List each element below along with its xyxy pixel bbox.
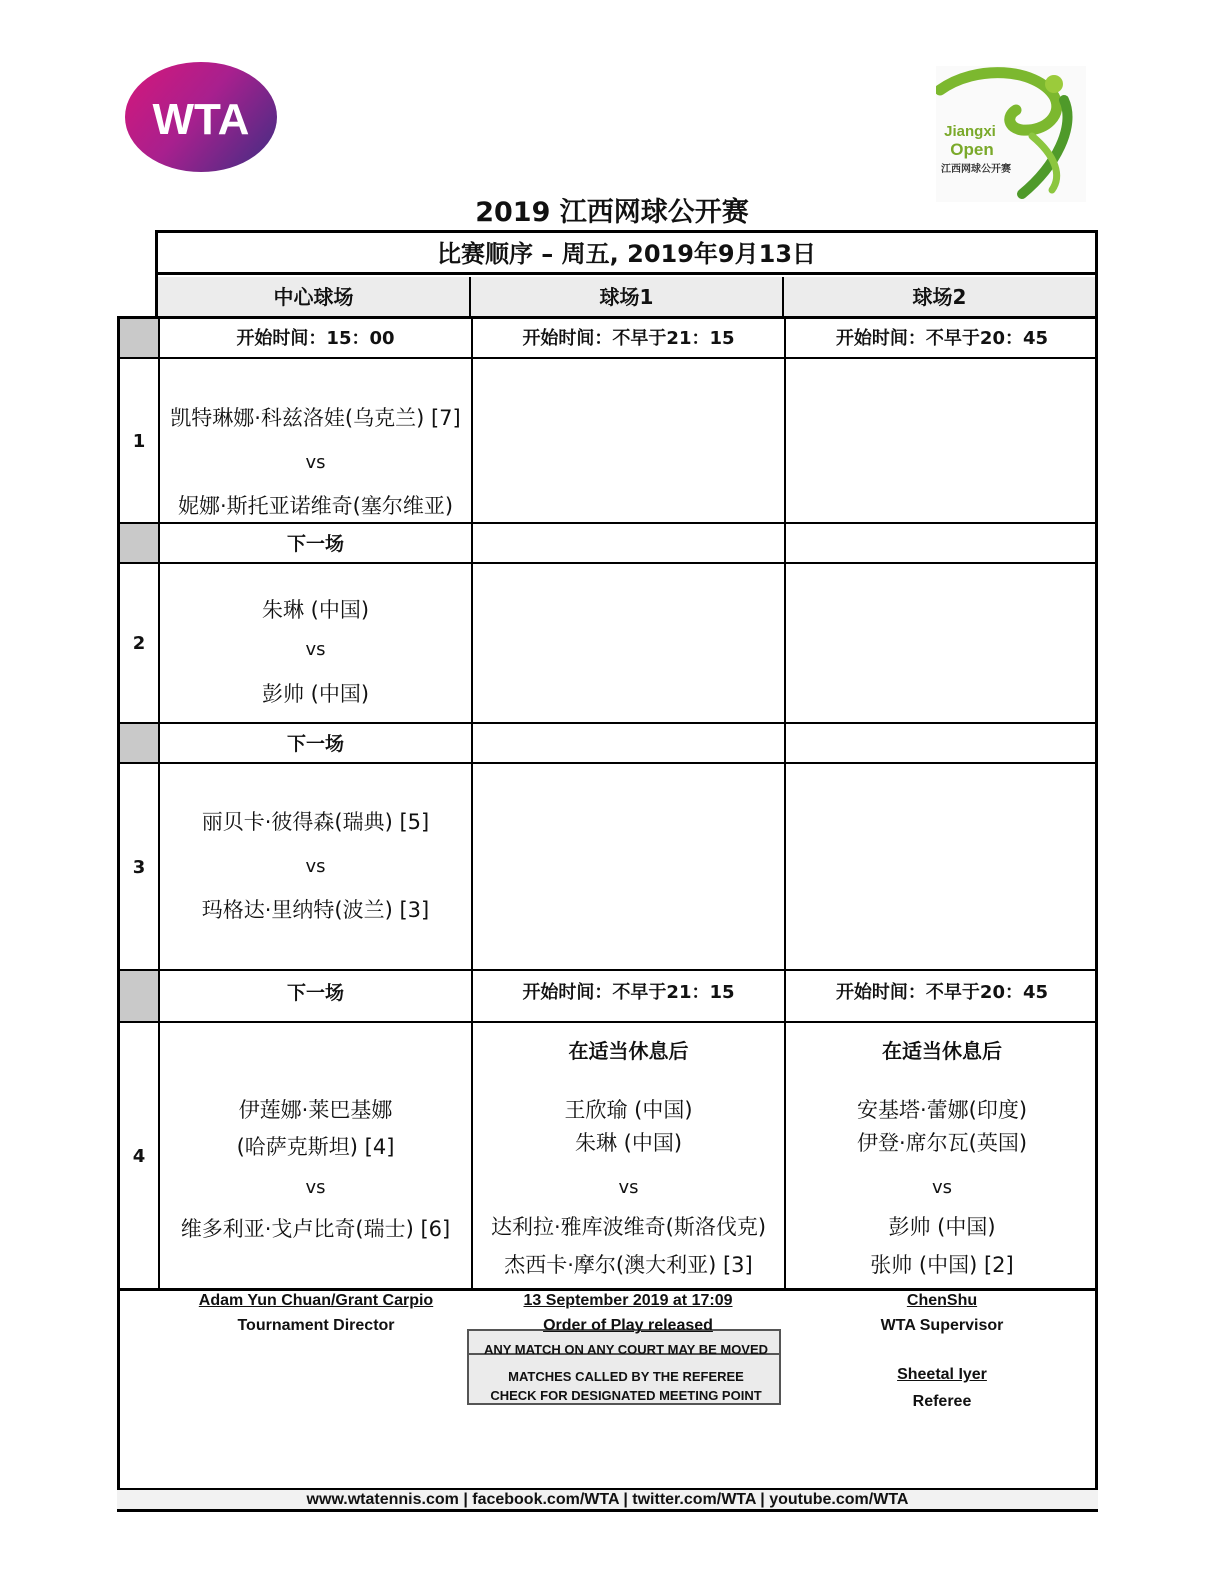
match-3-player2: 玛格达·里纳特(波兰) [3] [201,898,430,922]
svg-text:江西网球公开赛: 江西网球公开赛 [941,164,1011,175]
tournament-director-name: Adam Yun Chuan/Grant Carpio [198,1292,434,1309]
row-number: 1 [120,359,160,524]
next-match-label: 下一场 [160,524,473,564]
match-2-player2: 彭帅 (中国) [261,682,370,706]
match-4-center-player1-country: (哈萨克斯坦) [4] [236,1135,395,1159]
websites-bar: www.wtatennis.com | facebook.com/WTA | twitter.com/WTA | youtube.com/WTA [117,1488,1098,1512]
order-of-play-title: 比赛顺序 – 周五, 2019年9月13日 [158,233,1095,275]
match-4-court2-team2-player-b: 张帅 (中国) [2] [870,1253,1014,1277]
court-header-center: 中心球场 [158,277,471,317]
match-4-court2-team1-player-b: 伊登·席尔瓦(英国) [856,1131,1028,1155]
empty-cell [473,764,786,971]
match-1-cell [160,359,473,524]
row-marker [120,524,160,564]
match-1-player1: 凯特琳娜·科兹洛娃(乌克兰) [7] [170,406,461,430]
empty-cell [786,564,1098,724]
row-number: 4 [120,1023,160,1291]
svg-text:Open: Open [950,140,994,159]
match-4-court1-team2-player-b: 杰西卡·摩尔(澳大利亚) [3] [504,1253,753,1277]
empty-cell [473,724,786,764]
match-4-center-player1-name: 伊莲娜·莱巴基娜 [238,1098,393,1122]
start-time-center: 开始时间：15：00 [160,319,473,359]
start-time-court2: 开始时间：不早于20：45 [786,319,1098,359]
notice-line-2: MATCHES CALLED BY THE REFEREE [508,1369,744,1384]
start-time-court2-row4: 开始时间：不早于20：45 [786,971,1098,1023]
match-4-court2-cell [786,1023,1098,1291]
vs-label: vs [305,639,326,660]
empty-cell [786,524,1098,564]
vs-label: vs [305,1177,326,1198]
match-4-court1-team1-player-b: 朱琳 (中国) [574,1131,683,1155]
release-time: 13 September 2019 at 17:09 [523,1292,733,1309]
referee-name: Sheetal Iyer [897,1366,987,1383]
row-marker [120,319,160,359]
row-marker [120,971,160,1023]
after-rest-label: 在适当休息后 [568,1039,689,1063]
row-number: 3 [120,764,160,971]
next-match-label: 下一场 [160,971,473,1023]
match-4-center-player2: 维多利亚·戈卢比奇(瑞士) [6] [180,1217,451,1241]
match-4-court1-cell [473,1023,786,1291]
match-4-court2-team1-player-a: 安基塔·蕾娜(印度) [856,1098,1028,1122]
vs-label: vs [931,1177,953,1198]
row-marker [120,724,160,764]
notice-line-3: CHECK FOR DESIGNATED MEETING POINT [490,1388,762,1403]
court-header-1: 球场1 [471,277,784,317]
match-2-cell [160,564,473,724]
start-time-court1-row4: 开始时间：不早于21：15 [473,971,786,1023]
release-text: Order of Play released [543,1317,713,1334]
empty-cell [473,564,786,724]
next-match-label: 下一场 [160,724,473,764]
match-3-cell [160,764,473,971]
after-rest-label: 在适当休息后 [882,1039,1002,1063]
supervisor-name: ChenShu [906,1292,978,1309]
match-3-player1: 丽贝卡·彼得森(瑞典) [5] [201,810,430,834]
empty-cell [786,724,1098,764]
vs-label: vs [305,452,326,473]
referee-title: Referee [912,1393,972,1410]
wta-logo [124,60,278,174]
start-time-court1: 开始时间：不早于21：15 [473,319,786,359]
svg-text:Jiangxi: Jiangxi [944,123,996,140]
match-4-court2-team2-player-a: 彭帅 (中国) [888,1215,996,1239]
wta-logo-text: WTA [152,95,250,144]
empty-cell [786,764,1098,971]
empty-cell [473,359,786,524]
vs-label: vs [618,1177,639,1198]
tournament-director-title: Tournament Director [237,1317,395,1334]
match-4-center-cell [160,1023,473,1291]
tournament-title: 2019 江西网球公开赛 [475,197,749,228]
match-4-court1-team2-player-a: 达利拉·雅库波维奇(斯洛伐克) [490,1215,767,1239]
notice-line-1: ANY MATCH ON ANY COURT MAY BE MOVED [483,1342,769,1357]
empty-cell [473,524,786,564]
supervisor-title: WTA Supervisor [880,1317,1004,1334]
match-1-player2: 妮娜·斯托亚诺维奇(塞尔维亚) [177,494,454,518]
court-header-2: 球场2 [784,277,1095,317]
empty-cell [786,359,1098,524]
jiangxi-open-logo [936,66,1086,202]
row-number: 2 [120,564,160,724]
match-2-player1: 朱琳 (中国) [261,598,370,622]
schedule-grid [117,316,1098,1291]
vs-label: vs [305,856,326,877]
match-4-court1-team1-player-a: 王欣瑜 (中国) [564,1098,693,1122]
